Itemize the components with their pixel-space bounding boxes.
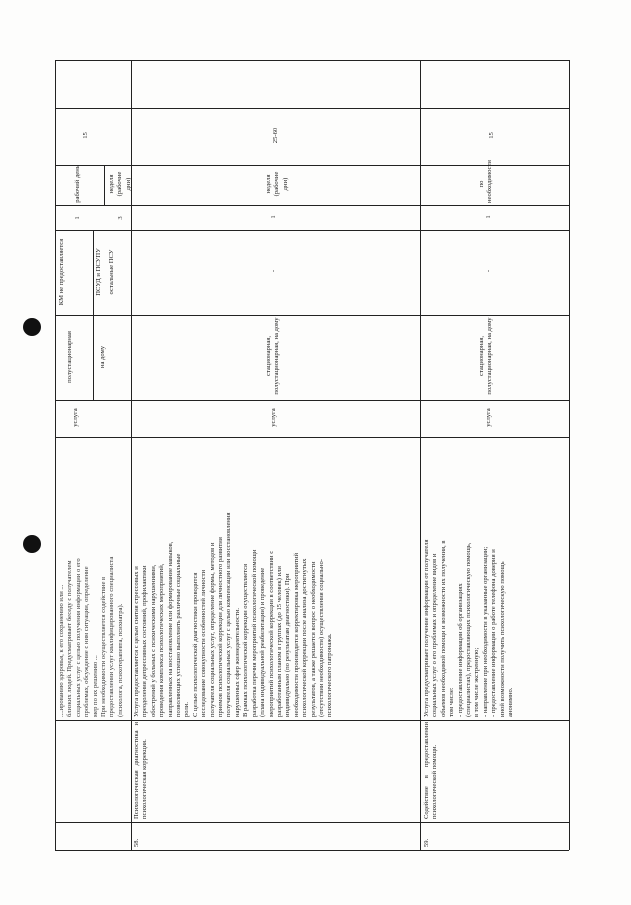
prev-row-description: ....ированию здоровья, к его сохранению или ... близких людей. Предусматривает беседу с получателем социальных услуг с целью получения информации о его проблемах, обсуждение с ним ситуации, определение мер по их решению ... При необходимости осуществляется содействие в предоставлении услуг квалифицированного специалиста (психолога, психотерапевта, психиатра). bbox=[58, 556, 124, 717]
form-home-sub: на дому bbox=[99, 345, 106, 369]
row58-name: Психологическая диагностика и психологическая коррекция. bbox=[133, 722, 149, 819]
row58-km: - bbox=[270, 269, 277, 273]
table-edge-top bbox=[55, 60, 569, 61]
row59-form: стационарная, полустационарная, на дому bbox=[478, 317, 494, 395]
row59-period: по необходимости bbox=[478, 160, 494, 203]
row58-description: Услуга предоставляется с целью снятия стрессовых и преодоления депрессивных состояний, профилактики обострений у больных с психическими нарушениями, проведения комплекса психологических мероприятий, направленных на восстановление или формирование навыков, позволяющих успешно выполнять различные социальные роли. С целью психологической диагностики проводится исследование совокупности особенностей личности получателя социальных услуг, определение формы, методов и приемов психологической коррекции для личностного развития получателя социальных услуг с целью компенсации или восстановления нарушенных сфер жизнедеятельности. В рамках психологической коррекции осуществляется разработка перечня мероприятий психологической помощи (плана индивидуальной реабилитации) и проведение мероприятий психологической коррекции в соответствии с разработанным планом в группах (до 15 человек) или индивидуально (по результатам диагностики). При необходимости производится корректировка мероприятий психологической коррекции после анализа достигнутых результатов, а также решается вопрос о необходимости (отсутствии необходимости) осуществления социально- психологического патронажа. bbox=[133, 512, 334, 717]
qty-3: 3 bbox=[117, 216, 124, 220]
row58-form: стационарная, полустационарная, на дому bbox=[265, 317, 281, 395]
km-sub-other: остальные ПСУ bbox=[108, 249, 115, 295]
row59-number: 59. bbox=[423, 838, 430, 847]
prev-row-type: услуга bbox=[72, 408, 79, 427]
period-day: рабочий день bbox=[74, 165, 81, 203]
table-edge-left bbox=[55, 60, 56, 850]
table-edge-bottom bbox=[55, 850, 569, 851]
qty-1: 1 bbox=[74, 216, 81, 220]
col-sep-name bbox=[55, 720, 569, 721]
row59-qty: 1 bbox=[485, 215, 492, 219]
row58-type: услуга bbox=[270, 408, 277, 427]
row59-name: Содействие в предоставлении психологической помощи. bbox=[423, 722, 439, 819]
punch-hole-top bbox=[23, 318, 41, 336]
row59-description: Услуга предусматривает получение информации от получателя социальных услуг о его проблемах и определение видов и объемов необходимой помощи и возможности их получения, в том числе: - предоставление информации об организациях (специалистах), предоставляющих психологическую помощь, в том числе экстренную; - направление при необходимости в указанные организации; - предоставление информации о работе телефона доверия и иной возможности получить психологическую помощь анонимно. bbox=[423, 539, 515, 717]
km-title: КМ не предоставляется bbox=[58, 238, 65, 306]
punch-hole-bottom bbox=[23, 535, 41, 553]
row58-period: неделя (рабочие дни) bbox=[265, 171, 289, 197]
period-week: неделя (рабочие дни) bbox=[108, 171, 132, 197]
row59-cost: 15 bbox=[488, 132, 495, 139]
row58-number: 58. bbox=[133, 838, 140, 847]
km-sub-psud: ПСУД и ПСУПУ bbox=[95, 248, 102, 296]
table-edge-right bbox=[569, 60, 570, 850]
col-sep-desc bbox=[55, 437, 569, 438]
header-sep-2 bbox=[104, 165, 105, 205]
row59-km: - bbox=[485, 269, 492, 273]
row-sep-59 bbox=[420, 60, 421, 850]
row58-qty: 1 bbox=[270, 215, 277, 219]
header-cost: 15 bbox=[82, 132, 89, 139]
form-home-title: полустационарная bbox=[66, 331, 73, 383]
row58-cost: 25-60 bbox=[272, 127, 279, 144]
row59-type: услуга bbox=[485, 408, 492, 427]
